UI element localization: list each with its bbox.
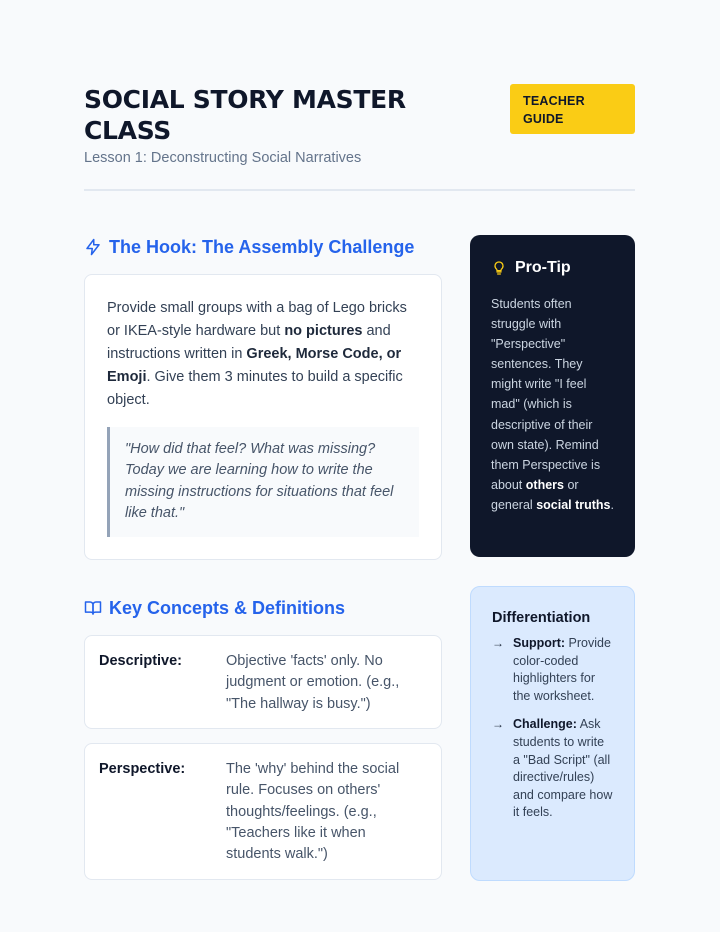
hook-bold-part: no pictures [284, 323, 363, 339]
hook-title-text: The Hook: The Assembly Challenge [109, 236, 415, 257]
main-column [84, 234, 442, 880]
differentiation-text: Provide color-coded highlighters for the worksheet. [513, 636, 611, 703]
pro-tip-bold-part: others [525, 477, 564, 492]
differentiation-text: Ask students to write a "Bad Script" (all directive/rules) and compare how it feels. [513, 717, 613, 820]
hook-text-part: Provide small groups with a bag of Lego bricks or IKEA-style hardware but [107, 300, 407, 339]
sidebar [470, 235, 635, 881]
book-icon [84, 599, 102, 617]
header [84, 84, 635, 191]
pro-tip-text-part: or general [491, 477, 579, 512]
differentiation-list [492, 635, 613, 822]
concept-term: Descriptive: [99, 653, 183, 669]
pro-tip-title-text: Pro-Tip [515, 259, 571, 276]
lightbulb-icon [491, 259, 507, 277]
pro-tip-panel [470, 235, 635, 557]
concept-card [84, 635, 442, 729]
hook-section-title [84, 234, 442, 260]
differentiation-item-body [513, 635, 613, 705]
hook-text-part: and instructions written in [107, 323, 391, 362]
hook-bold-part: Greek, Morse Code, or Emoji [107, 346, 402, 385]
list-item [492, 635, 613, 705]
concepts-section-title [84, 595, 442, 621]
page-title: SOCIAL STORY MASTER CLASS [84, 85, 406, 145]
pro-tip-title [491, 257, 614, 279]
concepts-title-text: Key Concepts & Definitions [109, 597, 346, 618]
pro-tip-text [491, 294, 614, 515]
pro-tip-text-part: Students often struggle with "Perspective" sentences. They might write "I feel mad" (which is descriptive of their own state). Remind them Perspective is about [491, 297, 601, 492]
pro-tip-text-part: . [610, 497, 614, 512]
differentiation-item-body [513, 716, 613, 822]
hook-quote: "How did that feel? What was missing? Today we are learning how to write the missing instructions for situations that feel like that." [107, 427, 419, 537]
differentiation-label: Challenge: [513, 717, 577, 732]
page [84, 84, 635, 863]
differentiation-panel [470, 586, 635, 881]
pro-tip-bold-part: social truths [536, 497, 611, 512]
teacher-guide-badge: TEACHER GUIDE [510, 84, 635, 134]
differentiation-label: Support: [513, 636, 566, 650]
page-subtitle: Lesson 1: Deconstructing Social Narratives [84, 150, 362, 166]
hook-instructions [107, 297, 419, 412]
concept-term: Perspective: [99, 761, 186, 777]
list-item [492, 716, 613, 822]
differentiation-title: Differentiation [492, 610, 591, 626]
arrow-right-icon: → [492, 717, 504, 732]
concept-definition: Objective 'facts' only. No judgment or emotion. (e.g., "The hallway is busy.") [226, 653, 400, 712]
hook-card [84, 274, 442, 560]
arrow-right-icon: → [492, 636, 504, 650]
hook-text-part: . Give them 3 minutes to build a specific object. [107, 369, 403, 408]
concept-card [84, 743, 442, 880]
lightning-icon [84, 238, 102, 256]
concept-definition: The 'why' behind the social rule. Focuses on others' thoughts/feelings. (e.g., "Teachers like it when students walk.") [226, 761, 400, 863]
